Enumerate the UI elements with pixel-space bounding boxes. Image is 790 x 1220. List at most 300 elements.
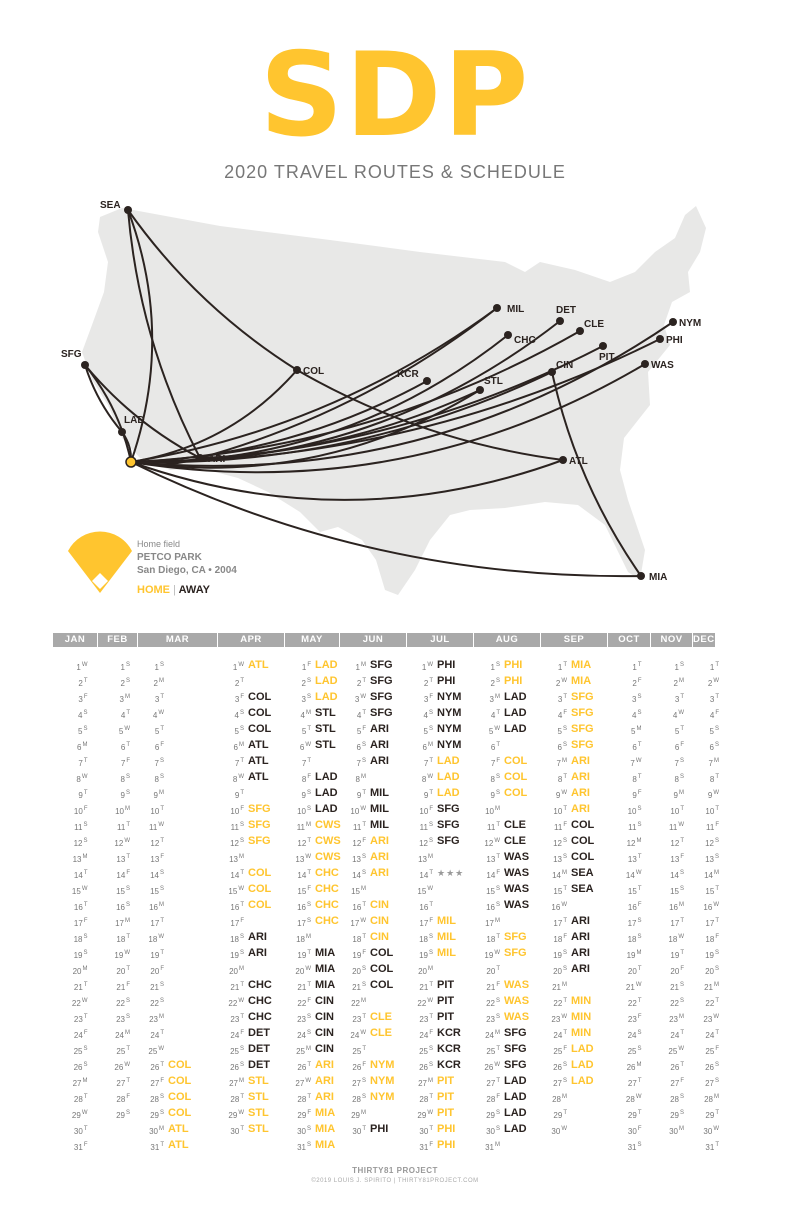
day-number: $8^T$ — [557, 774, 567, 784]
day-row — [98, 1025, 137, 1041]
day-row — [474, 865, 540, 881]
opponent-label: ARI — [571, 771, 590, 783]
day-row — [407, 1073, 473, 1089]
day-number: $29^W$ — [417, 1110, 433, 1120]
day-row — [693, 657, 719, 673]
day-row — [474, 833, 540, 849]
day-row — [53, 1105, 97, 1121]
day-row — [340, 1041, 406, 1057]
day-number: $12^W$ — [114, 838, 130, 848]
opponent-label: MIN — [571, 1027, 592, 1039]
day-number: $29^S$ — [670, 1110, 684, 1120]
day-row — [138, 913, 217, 929]
day-number: $2^S$ — [120, 678, 130, 688]
day-number: $18^S$ — [627, 934, 642, 944]
day-number: $10^M$ — [115, 806, 130, 816]
opponent-label: COL — [504, 771, 528, 783]
day-row — [474, 1041, 540, 1057]
day-number: $19^M$ — [626, 950, 642, 960]
day-row — [340, 769, 406, 785]
day-number: $4^S$ — [632, 710, 642, 720]
opponent-label: ARI — [248, 931, 267, 943]
day-row — [53, 833, 97, 849]
day-row — [138, 785, 217, 801]
day-row — [285, 1121, 339, 1137]
day-number: $27^S$ — [352, 1078, 366, 1088]
opponent-label: CIN — [370, 899, 389, 911]
day-row — [693, 865, 719, 881]
day-row — [138, 657, 217, 673]
day-number: $24^T$ — [150, 1030, 164, 1040]
day-row — [541, 1121, 607, 1137]
day-row — [98, 961, 137, 977]
day-number: $19^S$ — [73, 950, 88, 960]
day-number: $23^S$ — [116, 1014, 130, 1024]
day-number: $24^T$ — [705, 1030, 719, 1040]
opponent-label: PHI — [370, 1123, 389, 1135]
day-number: $25^W$ — [668, 1046, 684, 1056]
day-row — [407, 945, 473, 961]
day-number: $2^T$ — [234, 678, 244, 688]
day-number: $15^W$ — [417, 886, 433, 896]
opponent-label: CHC — [315, 915, 339, 927]
day-row — [541, 977, 607, 993]
day-number: $19^W$ — [484, 950, 500, 960]
day-number: $5^S$ — [557, 726, 567, 736]
day-row — [541, 945, 607, 961]
day-number: $9^T$ — [356, 790, 366, 800]
opponent-label: CIN — [315, 1027, 334, 1039]
opponent-label: CIN — [315, 995, 334, 1007]
opponent-label: ATL — [248, 755, 269, 767]
day-row — [98, 801, 137, 817]
day-row — [285, 721, 339, 737]
day-number: $17^T$ — [670, 918, 684, 928]
day-number: $18^T$ — [486, 934, 500, 944]
opponent-label: COL — [504, 755, 528, 767]
day-row — [693, 721, 719, 737]
day-number: $1^S$ — [154, 662, 164, 672]
day-number: $27^M$ — [418, 1078, 433, 1088]
day-row — [474, 1073, 540, 1089]
city-dot-was — [641, 360, 649, 368]
month-header: JAN — [53, 633, 97, 647]
day-row — [608, 849, 650, 865]
opponent-label: LAD — [437, 771, 460, 783]
day-row — [541, 817, 607, 833]
day-row — [53, 929, 97, 945]
day-row — [608, 817, 650, 833]
opponent-label: ARI — [315, 1075, 334, 1087]
city-label-stl: STL — [484, 376, 503, 387]
day-row — [138, 801, 217, 817]
day-number: $5^S$ — [423, 726, 433, 736]
day-number: $28^S$ — [352, 1094, 366, 1104]
day-number: $17^S$ — [627, 918, 642, 928]
day-row — [340, 833, 406, 849]
day-row — [541, 657, 607, 673]
day-row — [474, 1025, 540, 1041]
opponent-label: COL — [571, 851, 595, 863]
day-number: $11^T$ — [117, 822, 130, 832]
day-row — [693, 1105, 719, 1121]
day-row — [407, 673, 473, 689]
day-row — [651, 657, 692, 673]
day-number: $21^M$ — [704, 982, 719, 992]
day-row — [407, 865, 473, 881]
month-column-jul — [407, 633, 473, 1152]
day-number: $15^S$ — [670, 886, 684, 896]
day-row — [98, 753, 137, 769]
day-number: $29^M$ — [351, 1110, 366, 1120]
month-header: JUN — [340, 633, 406, 647]
day-row — [407, 849, 473, 865]
day-row — [285, 945, 339, 961]
day-number: $12^T$ — [670, 838, 684, 848]
opponent-label: SFG — [248, 819, 271, 831]
day-number: $3^M$ — [119, 694, 130, 704]
day-number: $3^T$ — [709, 694, 719, 704]
day-row — [474, 801, 540, 817]
day-number: $19^S$ — [705, 950, 719, 960]
day-row — [285, 833, 339, 849]
day-number: $23^T$ — [352, 1014, 366, 1024]
day-number: $26^W$ — [484, 1062, 500, 1072]
day-number: $6^S$ — [709, 742, 719, 752]
day-row — [98, 849, 137, 865]
day-row — [407, 977, 473, 993]
day-number: $10^F$ — [419, 806, 433, 816]
day-row — [285, 689, 339, 705]
day-row — [651, 929, 692, 945]
opponent-label: ATL — [248, 771, 269, 783]
day-row — [693, 673, 719, 689]
day-row — [693, 1009, 719, 1025]
day-row — [218, 737, 284, 753]
day-number: $18^F$ — [705, 934, 719, 944]
day-row — [693, 897, 719, 913]
opponent-label: MIL — [370, 787, 389, 799]
day-row — [407, 801, 473, 817]
opponent-label: MIA — [315, 1107, 336, 1119]
opponent-label: CHC — [248, 1011, 272, 1023]
day-row — [608, 1073, 650, 1089]
day-row — [285, 769, 339, 785]
day-number: $19^T$ — [297, 950, 311, 960]
opponent-label: LAD — [315, 771, 338, 783]
day-number: $16^M$ — [669, 902, 684, 912]
month-column-may — [285, 633, 341, 1152]
day-number: $9^M$ — [673, 790, 684, 800]
day-row — [98, 689, 137, 705]
day-number: $18^W$ — [668, 934, 684, 944]
opponent-label: ARI — [248, 947, 267, 959]
city-dot-col — [293, 366, 301, 374]
day-number: $9^F$ — [632, 790, 642, 800]
day-row — [474, 1137, 540, 1153]
day-number: $30^W$ — [551, 1126, 567, 1136]
day-row — [138, 865, 217, 881]
day-row — [285, 1025, 339, 1041]
day-row — [53, 865, 97, 881]
day-row — [541, 801, 607, 817]
day-number: $24^M$ — [115, 1030, 130, 1040]
day-row — [340, 657, 406, 673]
day-row — [651, 1025, 692, 1041]
day-number: $3^S$ — [301, 694, 311, 704]
day-number: $6^T$ — [632, 742, 642, 752]
day-number: $6^F$ — [674, 742, 684, 752]
day-row — [407, 993, 473, 1009]
opponent-label: WAS — [504, 867, 530, 879]
city-dot-mil — [493, 304, 501, 312]
day-number: $30^S$ — [297, 1126, 311, 1136]
venue-name: PETCO PARK — [137, 552, 202, 563]
day-row — [651, 1089, 692, 1105]
day-number: $20^T$ — [627, 966, 642, 976]
day-row — [218, 769, 284, 785]
opponent-label: COL — [504, 787, 528, 799]
day-number: $28^T$ — [297, 1094, 311, 1104]
month-header: APR — [218, 633, 284, 647]
day-number: $15^T$ — [553, 886, 567, 896]
day-row — [407, 657, 473, 673]
day-number: $10^W$ — [350, 806, 366, 816]
opponent-label: NYM — [437, 739, 462, 751]
opponent-label: SEA — [571, 883, 594, 895]
day-number: $28^T$ — [73, 1094, 88, 1104]
day-row — [541, 705, 607, 721]
day-row — [340, 705, 406, 721]
day-number: $4^F$ — [709, 710, 719, 720]
opponent-label: CHC — [248, 995, 272, 1007]
day-row — [218, 945, 284, 961]
day-row — [608, 913, 650, 929]
day-row — [608, 1009, 650, 1025]
day-number: $25^F$ — [553, 1046, 567, 1056]
opponent-label: CHC — [248, 979, 272, 991]
day-number: $3^S$ — [632, 694, 642, 704]
day-number: $29^W$ — [228, 1110, 244, 1120]
day-row — [138, 945, 217, 961]
opponent-label: PIT — [437, 1091, 455, 1103]
day-number: $30^S$ — [486, 1126, 500, 1136]
day-number: $17^F$ — [73, 918, 88, 928]
day-number: $20^F$ — [670, 966, 684, 976]
day-row — [218, 913, 284, 929]
day-row — [340, 721, 406, 737]
day-number: $18^T$ — [116, 934, 130, 944]
opponent-label: ATL — [248, 739, 269, 751]
day-number: $5^T$ — [154, 726, 164, 736]
day-number: $18^T$ — [352, 934, 366, 944]
city-label-kcr: KCR — [397, 369, 419, 380]
day-row — [340, 865, 406, 881]
day-row — [98, 833, 137, 849]
day-number: $21^F$ — [116, 982, 130, 992]
day-number: $16^W$ — [703, 902, 719, 912]
day-row — [218, 673, 284, 689]
day-row — [608, 1025, 650, 1041]
day-row — [407, 913, 473, 929]
day-row — [608, 785, 650, 801]
city-label-was: WAS — [651, 360, 674, 371]
day-row — [138, 817, 217, 833]
day-number: $13^M$ — [418, 854, 433, 864]
day-number: $20^M$ — [229, 966, 244, 976]
day-row — [651, 961, 692, 977]
city-label-mil: MIL — [507, 304, 525, 315]
opponent-label: CHC — [315, 867, 339, 879]
day-number: $6^M$ — [233, 742, 244, 752]
day-row — [541, 737, 607, 753]
opponent-label: STL — [248, 1107, 269, 1119]
day-number: $22^T$ — [627, 998, 642, 1008]
day-row — [98, 1009, 137, 1025]
opponent-label: ARI — [571, 947, 590, 959]
day-row — [608, 737, 650, 753]
day-row — [541, 881, 607, 897]
day-row — [651, 673, 692, 689]
day-row — [53, 769, 97, 785]
opponent-label: LAD — [315, 803, 338, 815]
city-label-det: DET — [556, 305, 576, 316]
day-row — [651, 705, 692, 721]
day-row — [340, 897, 406, 913]
day-number: $5^M$ — [631, 726, 642, 736]
day-number: $12^W$ — [484, 838, 500, 848]
day-row — [285, 897, 339, 913]
day-row — [608, 977, 650, 993]
day-number: $23^F$ — [627, 1014, 642, 1024]
day-number: $24^M$ — [485, 1030, 500, 1040]
day-row — [608, 993, 650, 1009]
day-number: $6^S$ — [557, 742, 567, 752]
opponent-label: ARI — [315, 1059, 334, 1071]
day-row — [53, 689, 97, 705]
day-row — [285, 961, 339, 977]
opponent-label: NYM — [370, 1091, 395, 1103]
day-number: $22^F$ — [297, 998, 311, 1008]
day-row — [693, 737, 719, 753]
day-number: $10^M$ — [485, 806, 500, 816]
opponent-label: CHC — [315, 883, 339, 895]
day-row — [474, 961, 540, 977]
day-number: $21^S$ — [352, 982, 366, 992]
day-row — [474, 881, 540, 897]
day-number: $22^T$ — [553, 998, 567, 1008]
opponent-label: LAD — [315, 659, 338, 671]
day-row — [651, 1009, 692, 1025]
opponent-label: CLE — [370, 1011, 392, 1023]
day-row — [541, 961, 607, 977]
day-number: $28^M$ — [704, 1094, 719, 1104]
day-number: $31^T$ — [705, 1142, 719, 1152]
day-row — [218, 817, 284, 833]
day-row — [407, 897, 473, 913]
day-number: $1^S$ — [490, 662, 500, 672]
day-row — [474, 897, 540, 913]
day-row — [98, 929, 137, 945]
city-dot-lad — [118, 428, 126, 436]
day-row — [53, 785, 97, 801]
day-number: $27^F$ — [150, 1078, 164, 1088]
day-number: $27^S$ — [705, 1078, 719, 1088]
opponent-label: COL — [571, 819, 595, 831]
day-row — [651, 977, 692, 993]
day-row — [218, 993, 284, 1009]
opponent-label: PHI — [437, 675, 456, 687]
day-row — [608, 753, 650, 769]
city-dot-cin — [548, 368, 556, 376]
day-row — [340, 881, 406, 897]
month-column-mar — [138, 633, 217, 1152]
day-row — [693, 945, 719, 961]
day-row — [693, 769, 719, 785]
day-row — [53, 1137, 97, 1153]
day-number: $6^T$ — [490, 742, 500, 752]
day-row — [138, 705, 217, 721]
day-row — [98, 769, 137, 785]
day-row — [138, 1041, 217, 1057]
day-row — [474, 1105, 540, 1121]
day-number: $12^F$ — [352, 838, 366, 848]
opponent-label: PHI — [437, 1123, 456, 1135]
day-row — [98, 817, 137, 833]
day-row — [218, 1121, 284, 1137]
opponent-label: NYM — [437, 691, 462, 703]
day-number: $2^T$ — [423, 678, 433, 688]
opponent-label: WAS — [504, 995, 530, 1007]
day-row — [693, 929, 719, 945]
day-row — [218, 1105, 284, 1121]
opponent-label: ARI — [571, 787, 590, 799]
day-number: $2^M$ — [673, 678, 684, 688]
opponent-label: ARI — [370, 755, 389, 767]
day-number: $28^S$ — [670, 1094, 684, 1104]
day-row — [608, 1089, 650, 1105]
day-row — [285, 865, 339, 881]
day-row — [340, 673, 406, 689]
day-row — [285, 913, 339, 929]
day-number: $8^W$ — [232, 774, 244, 784]
day-number: $25^S$ — [627, 1046, 642, 1056]
opponent-label: SFG — [248, 835, 271, 847]
day-number: $7^F$ — [120, 758, 130, 768]
day-number: $29^S$ — [116, 1110, 130, 1120]
opponent-label: SFG — [370, 707, 393, 719]
day-row — [541, 785, 607, 801]
city-label-cin: CIN — [556, 360, 574, 371]
opponent-label: KCR — [437, 1059, 461, 1071]
day-row — [541, 865, 607, 881]
month-header: FEB — [98, 633, 137, 647]
day-row — [474, 849, 540, 865]
day-number: $14^S$ — [150, 870, 164, 880]
opponent-label: COL — [248, 883, 272, 895]
opponent-label: ★★★ — [437, 868, 465, 878]
day-row — [53, 705, 97, 721]
opponent-label: CIN — [370, 915, 389, 927]
day-number: $27^M$ — [229, 1078, 244, 1088]
city-dot-cle — [576, 327, 584, 335]
day-number: $14^T$ — [419, 870, 433, 880]
day-row — [541, 897, 607, 913]
opponent-label: ARI — [370, 867, 389, 879]
day-row — [541, 1057, 607, 1073]
opponent-label: LAD — [504, 1107, 527, 1119]
day-number: $9^T$ — [234, 790, 244, 800]
